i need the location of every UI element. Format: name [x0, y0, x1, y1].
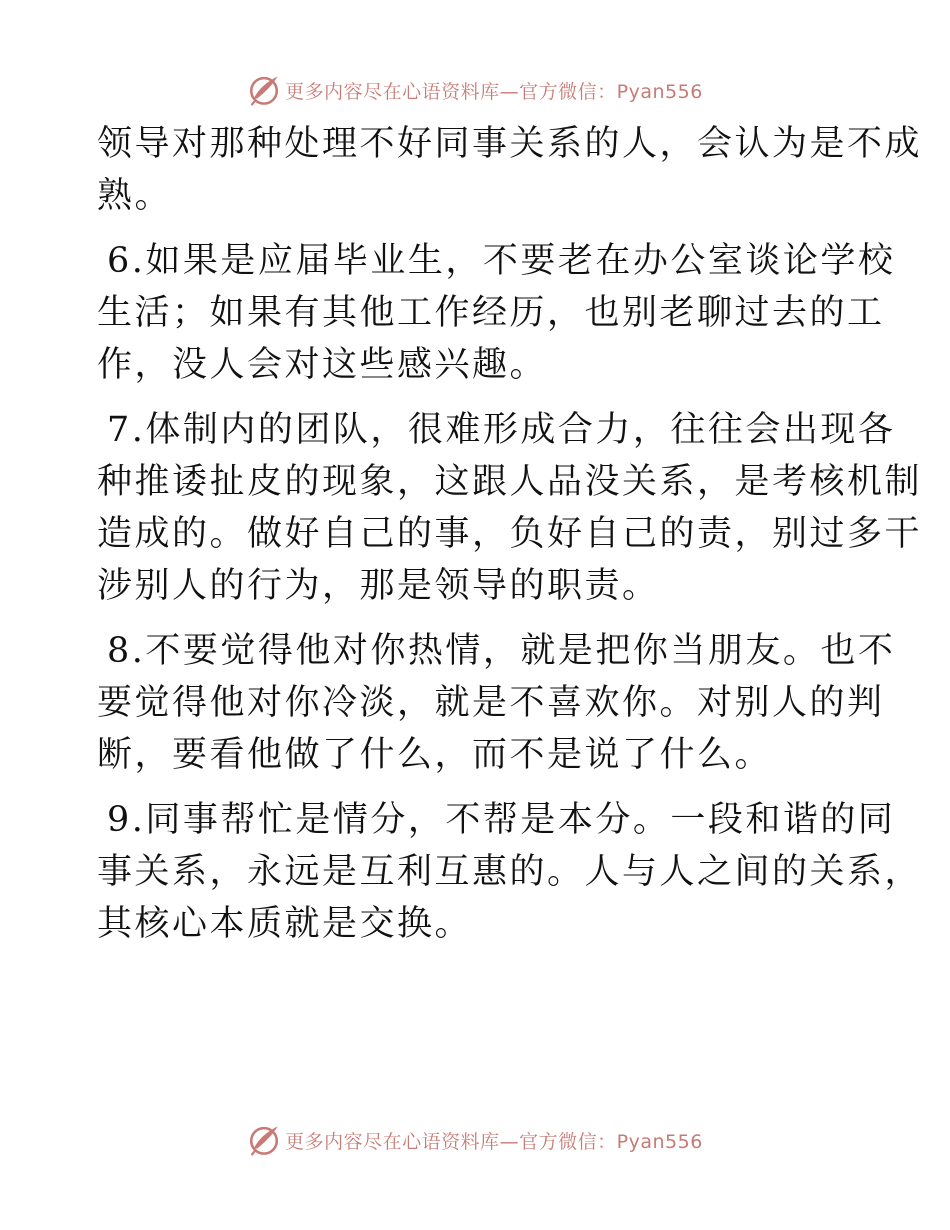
text-line: 涉别人的行为，那是领导的职责。 — [97, 566, 660, 606]
text-line: 7.体制内的团队，很难形成合力，往往会出现各 — [107, 410, 896, 450]
text-line: 其核心本质就是交换。 — [97, 904, 473, 944]
text-line: 9.同事帮忙是情分，不帮是本分。一段和谐的同 — [107, 800, 896, 840]
text-line: 造成的。做好自己的事，负好自己的责，别过多干 — [97, 514, 923, 554]
text-line: 8.不要觉得他对你热情，就是把你当朋友。也不 — [107, 631, 896, 671]
document-body — [97, 118, 923, 963]
paragraph-8 — [97, 625, 896, 781]
quill-logo-icon — [247, 73, 281, 107]
header-watermark — [0, 70, 950, 110]
paragraph-7 — [97, 404, 923, 612]
text-line: 熟。 — [97, 176, 173, 216]
text-line: 事关系，永远是互利互惠的。人与人之间的关系， — [97, 852, 923, 892]
text-line: 6.如果是应届毕业生，不要老在办公室谈论学校 — [107, 241, 896, 281]
text-line: 作，没人会对这些感兴趣。 — [97, 345, 548, 385]
text-line: 生活；如果有其他工作经历，也别老聊过去的工 — [97, 293, 885, 333]
text-line: 领导对那种处理不好同事关系的人，会认为是不成 — [97, 124, 923, 164]
watermark-text: 更多内容尽在心语资料库—官方微信：Pyan556 — [285, 1130, 703, 1153]
paragraph-9 — [97, 794, 923, 950]
watermark-text: 更多内容尽在心语资料库—官方微信：Pyan556 — [285, 80, 703, 103]
paragraph-6 — [97, 235, 896, 391]
text-line: 种推诿扯皮的现象，这跟人品没关系，是考核机制 — [97, 462, 923, 502]
text-line: 要觉得他对你冷淡，就是不喜欢你。对别人的判 — [97, 683, 885, 723]
quill-logo-icon — [247, 1123, 281, 1157]
footer-watermark — [0, 1120, 950, 1160]
paragraph-5-continuation — [97, 118, 923, 222]
text-line: 断，要看他做了什么，而不是说了什么。 — [97, 735, 773, 775]
